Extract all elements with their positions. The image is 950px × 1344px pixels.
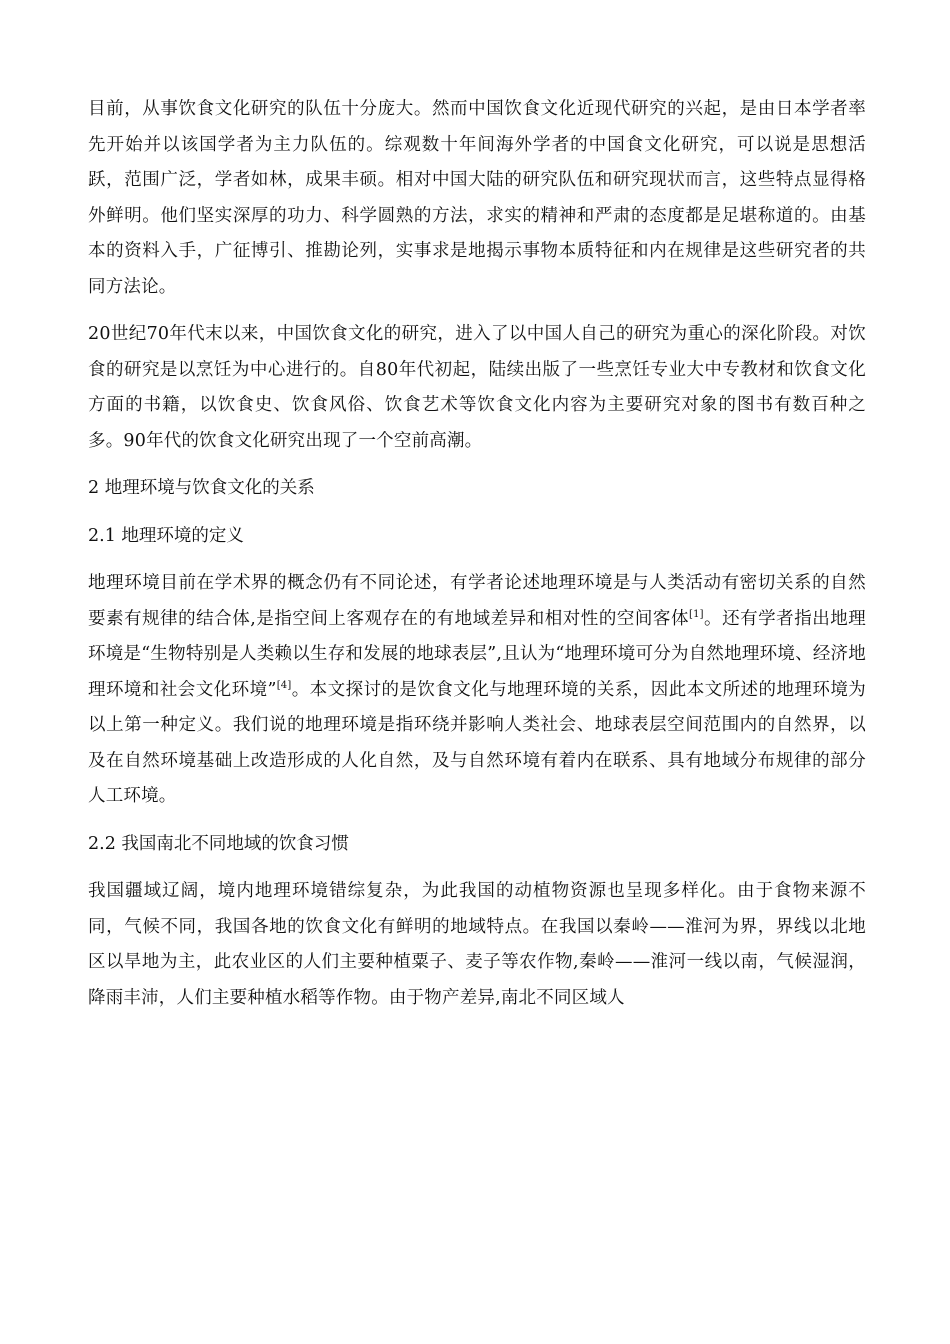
document-page: [88, 92, 866, 1028]
citation-ref-4[interactable]: [4]: [276, 679, 292, 691]
paragraph-geo-definition: [88, 566, 866, 815]
citation-ref-1[interactable]: [1]: [688, 608, 704, 620]
paragraph-1970s-research: 20世纪70年代末以来，中国饮食文化的研究，进入了以中国人自己的研究为重心的深化阶段。对饮食的研究是以烹饪为中心进行的。自80年代初起，陆续出版了一些烹饪专业大中专教材和饮食文化方面的书籍，以饮食史、饮食风俗、饮食艺术等饮食文化内容为主要研究对象的图书有数百种之多。90年代的饮食文化研究出现了一个空前高潮。: [88, 324, 866, 451]
paragraph-geo-definition-part3: 。本文探讨的是饮食文化与地理环境的关系，因此本文所述的地理环境为以上第一种定义。我们说的地理环境是指环绕并影响人类社会、地球表层空间范围内的自然界，以及在自然环境基础上改造形成的人化自然，及与自然环境有着内在联系、具有地域分布规律的部分人工环境。: [88, 679, 866, 806]
section-heading-2-1: 2.1 地理环境的定义: [88, 525, 244, 546]
paragraph-geo-definition-part2: 。还有学者指出地理环境是“生物特别是人类赖以生存和发展的地球表层”,且认为“地理环境可分为自然地理环境、经济地理环境和社会文化环境”: [88, 608, 866, 700]
section-heading-2-2: 2.2 我国南北不同地域的饮食习惯: [88, 833, 349, 854]
paragraph-geo-definition-part1: 地理环境目前在学术界的概念仍有不同论述，有学者论述地理环境是与人类活动有密切关系的自然要素有规律的结合体,是指空间上客观存在的有地域差异和相对性的空间客体: [88, 573, 866, 629]
paragraph-north-south-diet: 我国疆域辽阔，境内地理环境错综复杂，为此我国的动植物资源也呈现多样化。由于食物来源不同，气候不同，我国各地的饮食文化有鲜明的地域特点。在我国以秦岭——淮河为界，界线以北地区以旱地为主，此农业区的人们主要种植粟子、麦子等农作物,秦岭——淮河一线以南，气候湿润，降雨丰沛，人们主要种植水稻等作物。由于物产差异,南北不同区域人: [88, 881, 866, 1008]
section-heading-2: 2 地理环境与饮食文化的关系: [88, 478, 315, 498]
paragraph-research-teams: 目前，从事饮食文化研究的队伍十分庞大。然而中国饮食文化近现代研究的兴起，是由日本学者率先开始并以该国学者为主力队伍的。综观数十年间海外学者的中国食文化研究，可以说是思想活跃，范围广泛，学者如林，成果丰硕。相对中国大陆的研究队伍和研究现状而言，这些特点显得格外鲜明。他们坚实深厚的功力、科学圆熟的方法，求实的精神和严肃的态度都是足堪称道的。由基本的资料入手，广征博引、推勘论列，实事求是地揭示事物本质特征和内在规律是这些研究者的共同方法论。: [88, 99, 866, 297]
